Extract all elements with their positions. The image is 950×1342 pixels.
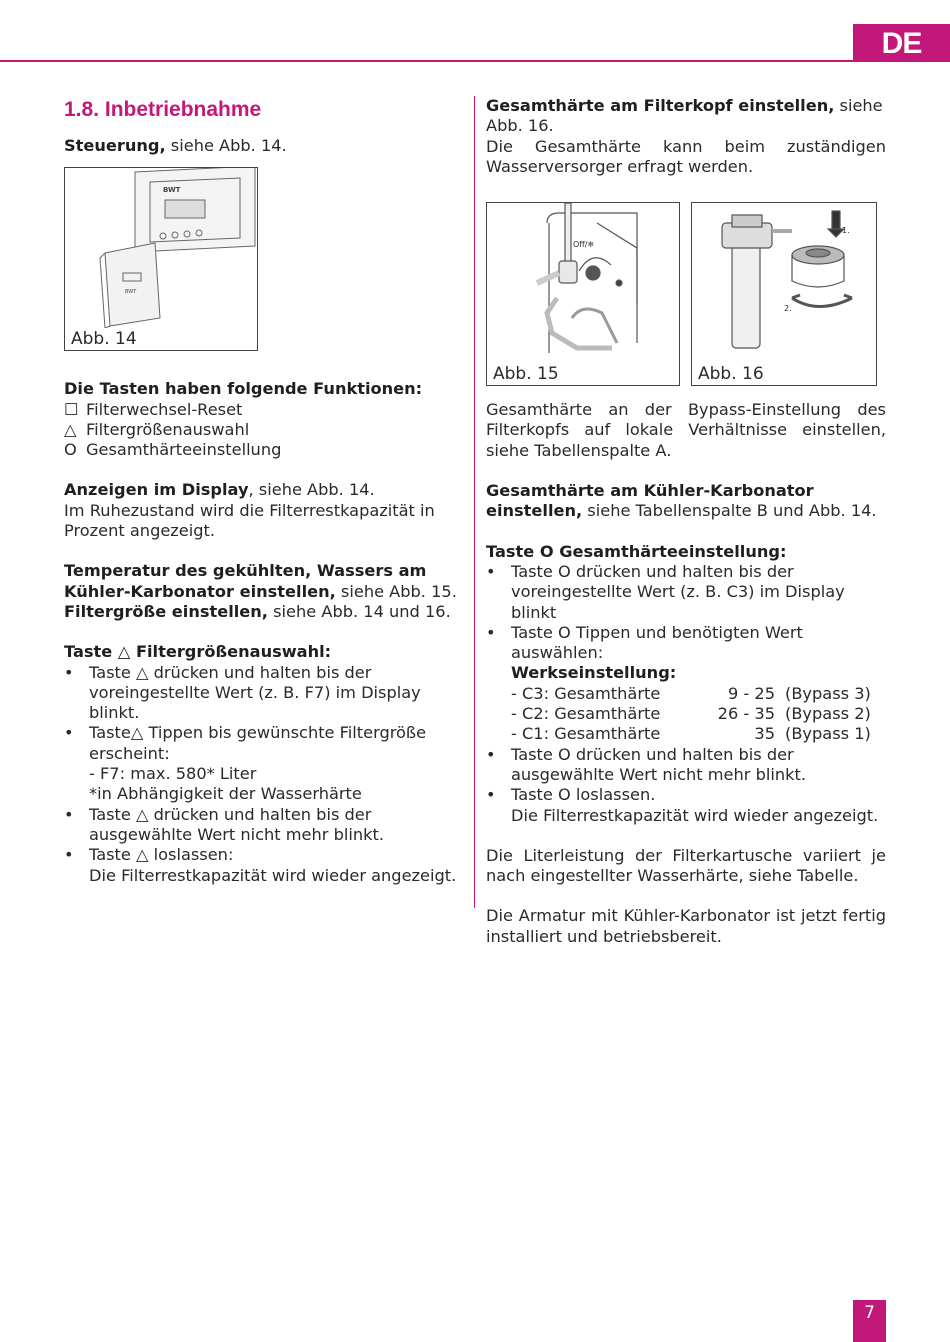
list-item: • Taste O drücken und halten bis der ausgewählte Wert nicht mehr blinkt.: [486, 744, 806, 784]
key-triangle-line: △ Filtergrößenauswahl: [64, 419, 250, 439]
list-item: • Taste △ loslassen: Die Filterrestkapazität wird wieder angezeigt.: [64, 845, 457, 885]
list-item: • Taste △ drücken und halten bis der ausgewählte Wert nicht mehr blinkt.: [64, 804, 384, 844]
figure-14: [64, 167, 258, 351]
figure-14-caption: Abb. 14: [71, 329, 137, 350]
svg-text:BWT: BWT: [163, 186, 181, 195]
wasserversorger-text: Die Gesamthärte kann beim zuständigen Wasserversorger erfragt werden.: [486, 136, 886, 176]
controller-illustration: [65, 168, 257, 328]
circle-key-icon: O: [64, 440, 77, 460]
table-cell: - C3: Gesamthärte: [511, 683, 661, 703]
language-tab: DE: [853, 24, 950, 62]
table-cell: 35: [754, 724, 775, 744]
carbonator-illustration: [487, 203, 679, 363]
list-item: • Taste O loslassen. Die Filterrestkapazität wird wieder angezeigt.: [486, 785, 879, 825]
list-item: • Taste △ drücken und halten bis der voreingestellte Wert (z. B. F7) im Display blinkt.: [64, 662, 421, 723]
taste-gesamthaerte-heading: Taste O Gesamthärteeinstellung:: [486, 541, 787, 561]
section-title: 1.8. Inbetriebnahme: [64, 98, 262, 121]
figure-16-step2: 2.: [784, 304, 792, 314]
figure-16-caption: Abb. 16: [698, 364, 764, 385]
square-key-icon: ☐: [64, 399, 79, 419]
table-cell: - C1: Gesamthärte: [511, 724, 661, 744]
page-number: 7: [853, 1300, 886, 1342]
list-item: • Taste O Tippen und benötigten Wert auswählen: Werkseinstellung: - C3: Gesamthärte 9 - 25 (Bypass 3) - C2: Gesamthärte 26 - 35 (Bypass 2) - C1: Gesamthärte 35 (Bypass 1): [486, 623, 886, 745]
filter-head-illustration: [692, 203, 876, 363]
ruhezustand-text: Im Ruhezustand wird die Filterrestkapazität in Prozent angezeigt.: [64, 500, 435, 541]
column-divider: [474, 96, 475, 908]
left-column: [64, 96, 466, 886]
figure-15-label: Off/❄: [573, 240, 595, 250]
svg-text:BWT: BWT: [125, 289, 137, 296]
key-circle-line: O Gesamthärteeinstellung: [64, 440, 282, 460]
table-cell: 26 - 35: [717, 704, 775, 724]
table-cell: - C2: Gesamthärte: [511, 704, 661, 724]
kuehler-line: Gesamthärte am Kühler-Karbonator einstellen, siehe Tabellenspalte B und Abb. 14.: [486, 481, 877, 521]
steuerung-line: Steuerung, siehe Abb. 14.: [64, 136, 287, 155]
right-column: [486, 96, 886, 947]
table-cell: (Bypass 3): [785, 683, 871, 703]
taste-filtergroesse-heading: Taste △ Filtergrößenauswahl:: [64, 642, 332, 662]
filterkopf-line: Gesamthärte am Filterkopf einstellen, siehe Abb. 16.: [486, 96, 883, 136]
literleistung-text: Die Literleistung der Filterkartusche variiert je nach eingestellter Wasserhärte, siehe Tabelle.: [486, 845, 886, 886]
list-item: • Taste△ Tippen bis gewünschte Filtergröße erscheint: - F7: max. 580* Liter *in Abhängigkeit der Wasserhärte: [64, 723, 427, 804]
list-item: • Taste O drücken und halten bis der voreingestellte Wert (z. B. C3) im Display blinkt: [486, 561, 845, 622]
table-cell: (Bypass 2): [785, 704, 871, 724]
figure-15: [486, 202, 680, 386]
filtergroesse-line: Filtergröße einstellen, siehe Abb. 14 und 16.: [64, 601, 451, 621]
armatur-text: Die Armatur mit Kühler-Karbonator ist jetzt fertig installiert und betriebsbereit.: [486, 906, 886, 946]
figure-16: [691, 202, 877, 386]
table-cell: 9 - 25: [727, 683, 775, 703]
tasten-heading: Die Tasten haben folgende Funktionen:: [64, 379, 423, 399]
temperatur-line: Temperatur des gekühlten, Wassers am Kühler-Karbonator einstellen, siehe Abb. 15.: [64, 561, 457, 601]
table-cell: (Bypass 1): [785, 724, 871, 744]
figure-15-caption: Abb. 15: [493, 364, 559, 385]
figure-row: [486, 202, 886, 386]
header-rule: [0, 60, 950, 62]
werkseinstellung-heading: Werkseinstellung:: [511, 663, 677, 683]
figure-16-step1: 1.: [842, 226, 850, 236]
key-square-line: ☐ Filterwechsel-Reset: [64, 399, 243, 419]
triangle-key-icon: △: [64, 419, 77, 439]
bypass-text: Gesamthärte an der Bypass-Einstellung des Filterkopfs auf lokale Verhältnisse einstellen, siehe Tabellenspalte A.: [486, 400, 886, 460]
anzeigen-line: Anzeigen im Display, siehe Abb. 14.: [64, 480, 375, 500]
settings-table: [511, 684, 886, 745]
